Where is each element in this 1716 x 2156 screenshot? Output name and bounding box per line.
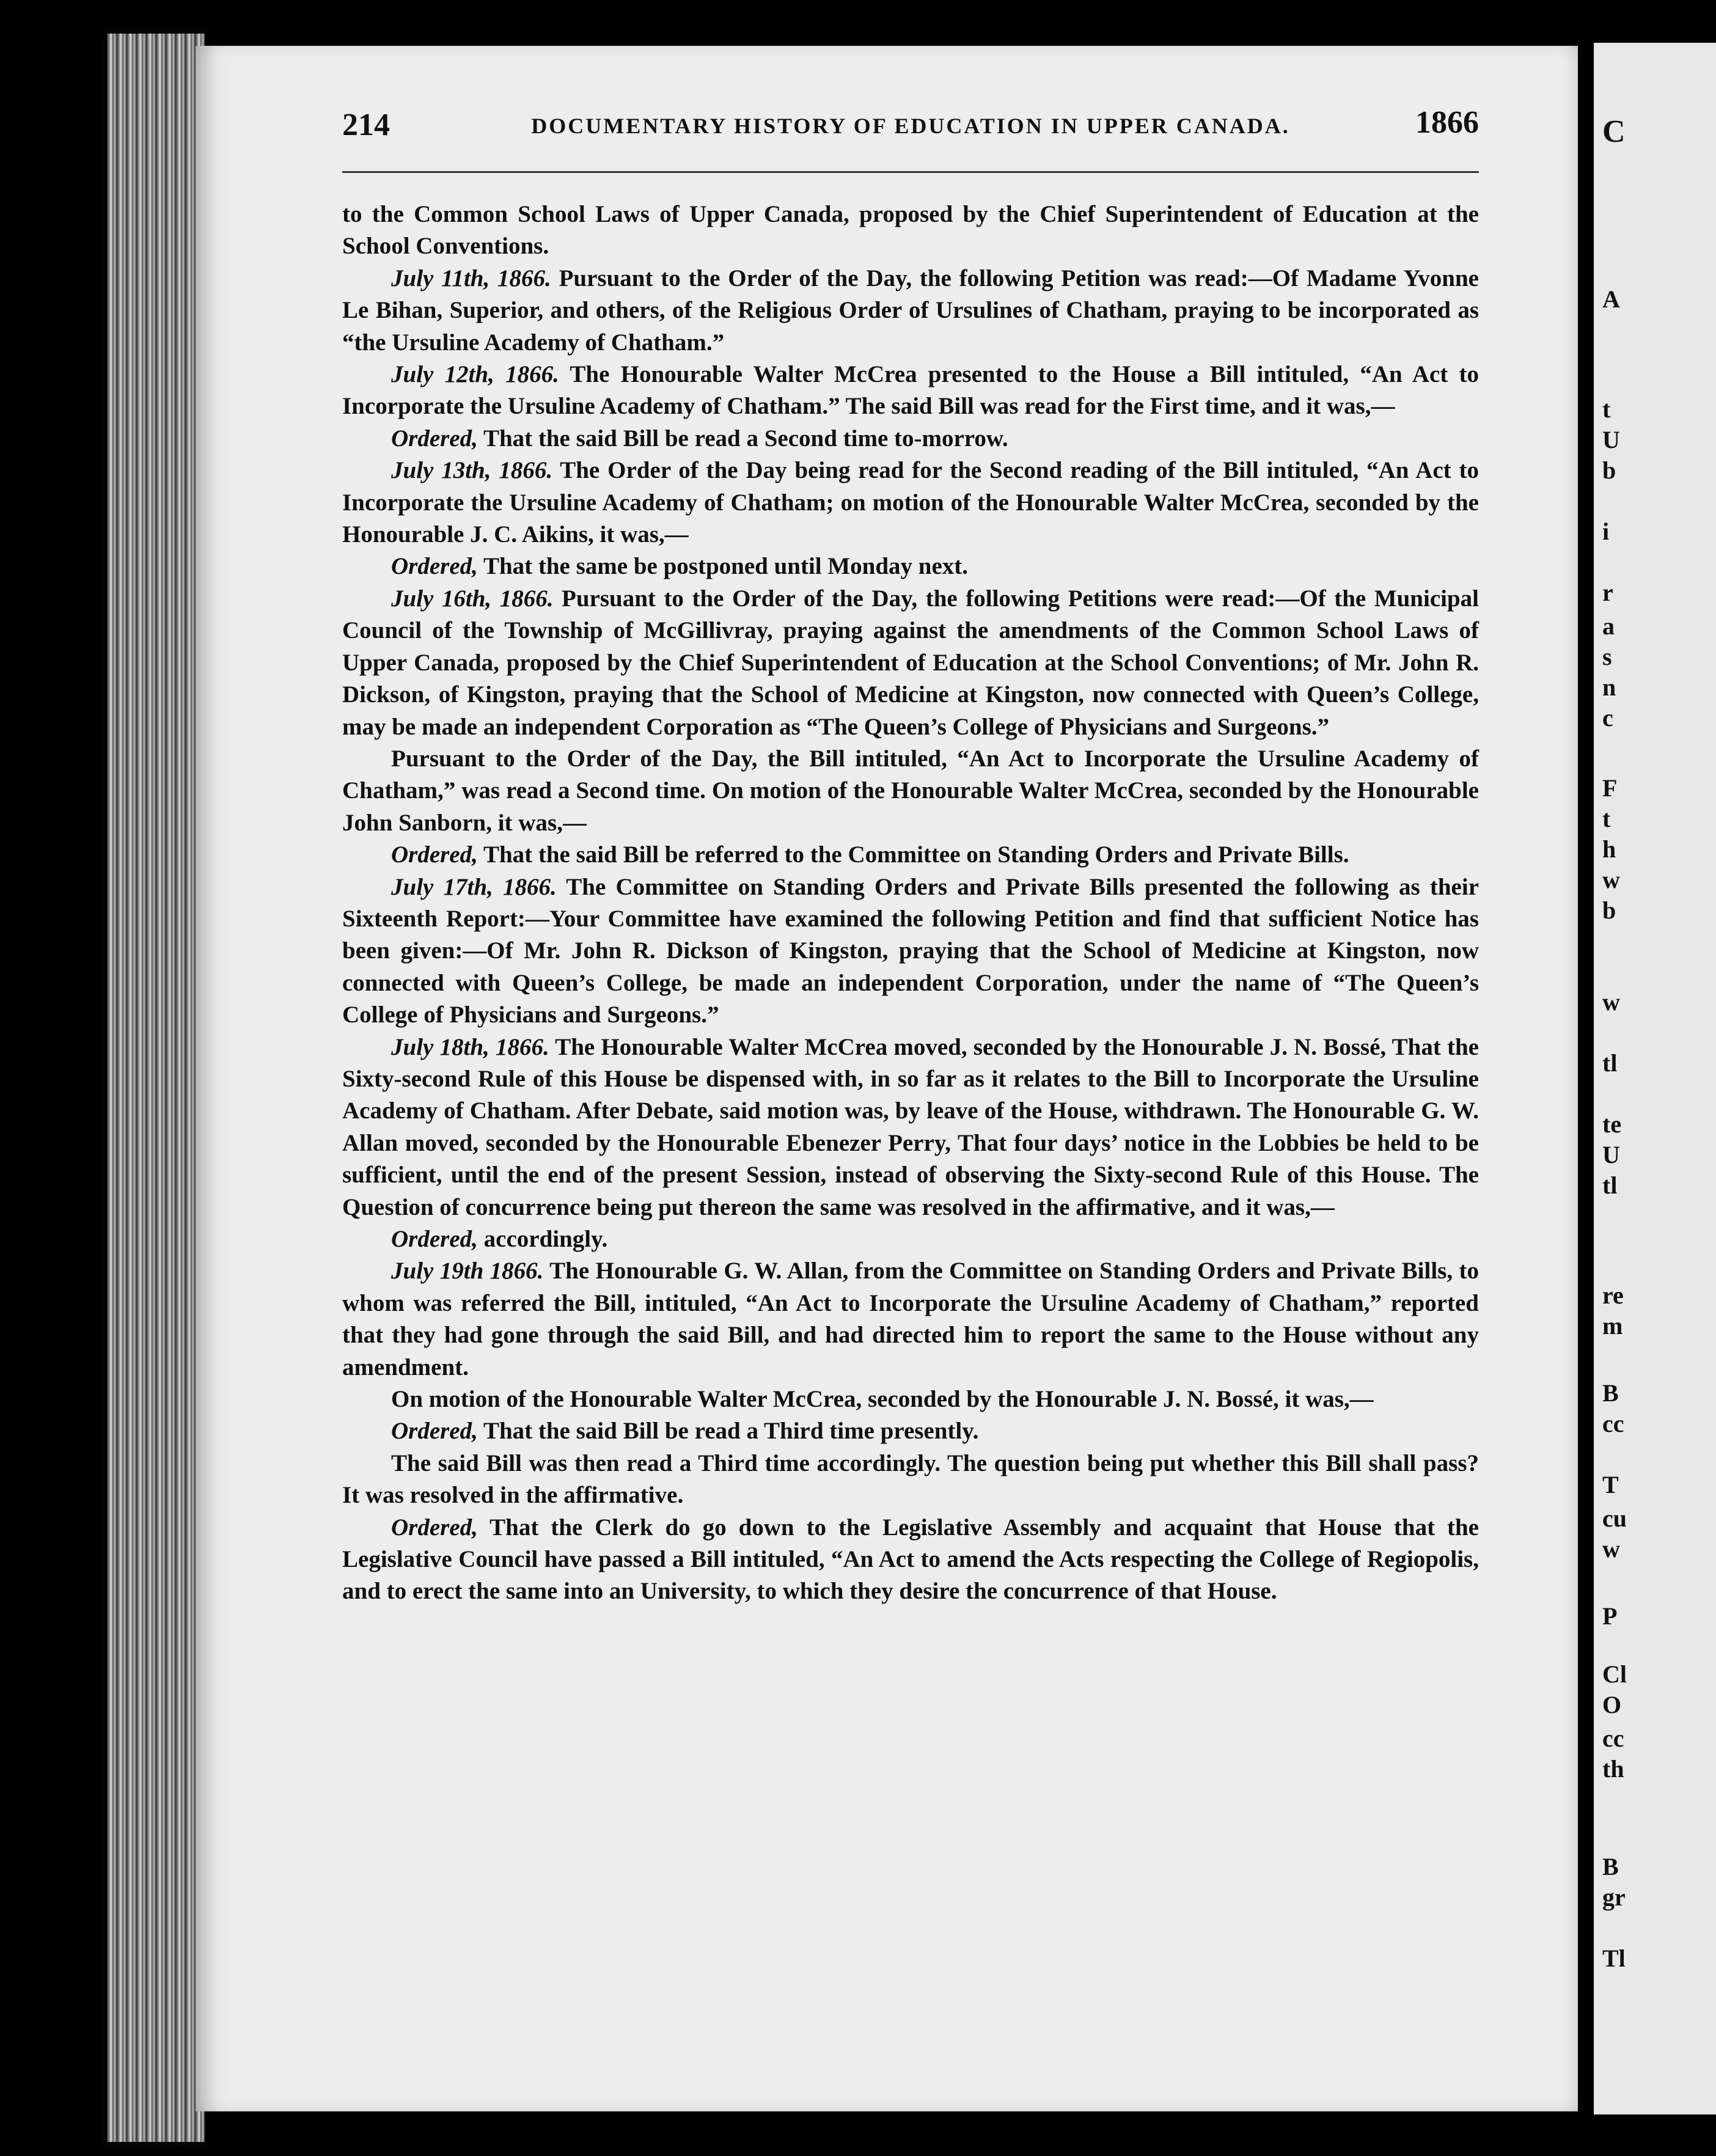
- paragraph-text: The Honourable Walter McCrea moved, seconded by the Honourable J. N. Bossé, That the Sixty-second Rule of this House be dispensed with, in so far as it relates to the Bill to Incorporate the Ursuline Academy of Chatham. After Debate, said motion was, by leave of the House, withdrawn. The Honourable G. W. Allan moved, seconded by the Honourable Ebenezer Perry, That four days’ notice in the Lobbies be held to be sufficient, until the end of the present Session, instead of observing the Sixty-second Rule of this House. The Question of concurrence being put thereon the same was resolved in the affirmative, and it was,—: [342, 1033, 1479, 1220]
- facing-page-fragment: F: [1602, 774, 1618, 802]
- paragraph-text: That the said Bill be read a Second time to-morrow.: [483, 425, 1008, 452]
- facing-page-fragment: i: [1602, 518, 1610, 545]
- facing-page-fragment: a: [1602, 612, 1615, 640]
- facing-page-fragment: cc: [1602, 1410, 1624, 1437]
- paragraph: [342, 199, 1479, 263]
- paragraph: [342, 1448, 1479, 1512]
- paragraph-text: The Honourable Walter McCrea presented to the House a Bill intituled, “An Act to Incorporate the Ursuline Academy of Chatham.” The said Bill was read for the First time, and it was,—: [342, 361, 1479, 420]
- facing-page-fragment: gr: [1602, 1883, 1626, 1911]
- facing-page-fragment: B: [1602, 1853, 1619, 1880]
- body-text: [342, 199, 1479, 1608]
- book-spine-edges: [107, 34, 205, 2142]
- paragraph-date: July 17th, 1866.: [391, 873, 557, 900]
- running-head-title: DOCUMENTARY HISTORY OF EDUCATION IN UPPER CANADA.: [531, 114, 1290, 138]
- paragraph: [342, 263, 1479, 359]
- paragraph-text: The Order of the Day being read for the Second reading of the Bill intituled, “An Act to Incorporate the Ursuline Academy of Chatham; on motion of the Honourable Walter McCrea, seconded by the Honourable J. C. Aikins, it was,—: [342, 457, 1479, 548]
- facing-page-edge: [1594, 43, 1716, 2114]
- paragraph-date: July 12th, 1866.: [391, 361, 559, 388]
- facing-page-fragment: b: [1602, 897, 1616, 924]
- page-number: 214: [342, 108, 390, 142]
- paragraph: [342, 551, 1479, 582]
- paragraph-text: That the said Bill be referred to the Committee on Standing Orders and Private Bills.: [483, 842, 1349, 868]
- paragraph-text: Pursuant to the Order of the Day, the following Petitions were read:—Of the Municipal Council of the Township of McGillivray, praying against the amendments of the Common School Laws of Upper Canada, proposed by the Chief Superintendent of Education at the School Conventions; of Mr. John R. Dickson, of Kingston, praying that the School of Medicine at Kingston, now connected with Queen’s College, may be made an independent Corporation as “The Queen’s College of Physicians and Surgeons.”: [342, 585, 1479, 740]
- facing-page-fragment: U: [1602, 1141, 1620, 1168]
- paragraph-text: That the same be postponed until Monday next.: [483, 553, 969, 580]
- paragraph-ordered: Ordered,: [391, 1514, 478, 1541]
- paragraph: [342, 1415, 1479, 1447]
- facing-page-fragment: w: [1602, 866, 1620, 893]
- facing-page-fragment: te: [1602, 1110, 1622, 1138]
- facing-page-fragment: cc: [1602, 1725, 1624, 1752]
- facing-page-fragment: n: [1602, 673, 1616, 701]
- paragraph-text: to the Common School Laws of Upper Canada, proposed by the Chief Superintendent of Education at the School Conventions.: [342, 201, 1479, 260]
- paragraph: [342, 871, 1479, 1032]
- paragraph: [342, 1032, 1479, 1223]
- paragraph-text: The said Bill was then read a Third time accordingly. The question being put whether this Bill shall pass? It was resolved in the affirmative.: [342, 1450, 1479, 1509]
- facing-page-fragment: th: [1602, 1755, 1624, 1783]
- paragraph: [342, 423, 1479, 455]
- facing-page-fragment: t: [1602, 805, 1611, 832]
- facing-page-fragment: Tl: [1602, 1945, 1626, 1972]
- facing-page-fragment: m: [1602, 1312, 1623, 1340]
- running-head: [342, 107, 1479, 156]
- running-head-year: 1866: [1415, 105, 1479, 140]
- facing-page-fragment: P: [1602, 1602, 1618, 1630]
- paragraph-text: That the Clerk do go down to the Legislative Assembly and acquaint that House that the Legislative Council have passed a Bill intituled, “An Act to amend the Acts respecting the College of Regiopolis, and to erect the same into an University, to which they desire the concurrence of that House.: [342, 1514, 1479, 1605]
- paragraph: [342, 1512, 1479, 1608]
- header-rule: [342, 171, 1479, 173]
- facing-page-fragment: w: [1602, 1535, 1620, 1563]
- facing-page-fragment: h: [1602, 835, 1616, 863]
- paragraph-ordered: Ordered,: [391, 425, 478, 452]
- facing-page-fragment: w: [1602, 988, 1620, 1016]
- facing-page-fragment: Cl: [1602, 1660, 1627, 1688]
- paragraph-date: July 19th 1866.: [391, 1258, 544, 1285]
- paragraph: [342, 455, 1479, 551]
- paragraph-text: The Committee on Standing Orders and Private Bills presented the following as their Sixteenth Report:—Your Committee have examined the following Petition and find that sufficient Notice has been given:—Of Mr. John R. Dickson of Kingston, praying that the School of Medicine at Kingston, now connected with Queen’s College, be made an independent Corporation, under the name of “The Queen’s College of Physicians and Surgeons.”: [342, 873, 1480, 1028]
- paragraph: [342, 583, 1479, 743]
- paragraph-ordered: Ordered,: [391, 1226, 478, 1252]
- paragraph-date: July 11th, 1866.: [391, 265, 551, 292]
- paragraph-text: On motion of the Honourable Walter McCrea, seconded by the Honourable J. N. Bossé, it was,—: [391, 1386, 1374, 1413]
- facing-page-fragment: O: [1602, 1691, 1622, 1718]
- facing-page-fragment: tl: [1602, 1049, 1618, 1077]
- facing-page-fragment: U: [1602, 426, 1620, 453]
- facing-page-fragment: b: [1602, 457, 1616, 484]
- paragraph-date: July 18th, 1866.: [391, 1033, 549, 1060]
- facing-page-fragment: r: [1602, 579, 1613, 606]
- paragraph: [342, 1384, 1479, 1415]
- facing-page-fragment: tl: [1602, 1172, 1618, 1199]
- paragraph-date: July 16th, 1866.: [391, 585, 554, 612]
- paragraph-text: accordingly.: [483, 1226, 608, 1252]
- facing-page-fragment: cu: [1602, 1505, 1627, 1532]
- facing-page-fragment: A: [1602, 285, 1620, 313]
- paragraph-text: Pursuant to the Order of the Day, the following Petition was read:—Of Madame Yvonne Le Bihan, Superior, and others, of the Religious Order of Ursulines of Chatham, praying to be incorporated as “the Ursuline Academy of Chatham.”: [342, 265, 1479, 356]
- paragraph: [342, 743, 1479, 839]
- paragraph: [342, 1223, 1479, 1255]
- facing-page-fragment: re: [1602, 1282, 1624, 1309]
- paragraph: [342, 839, 1479, 871]
- paragraph-ordered: Ordered,: [391, 553, 478, 580]
- facing-page-fragment: s: [1602, 643, 1612, 670]
- facing-page-fragment: C: [1602, 114, 1626, 149]
- paragraph-ordered: Ordered,: [391, 842, 478, 868]
- facing-page-fragment: T: [1602, 1471, 1619, 1498]
- paragraph-text: That the said Bill be read a Third time presently.: [483, 1418, 979, 1445]
- paragraph: [342, 359, 1479, 423]
- paragraph-ordered: Ordered,: [391, 1418, 478, 1445]
- paragraph-text: The Honourable G. W. Allan, from the Committee on Standing Orders and Private Bills, to whom was referred the Bill, intituled, “An Act to Incorporate the Ursuline Academy of Chatham,” reported that they had gone through the said Bill, and had directed him to report the same to the House without any amendment.: [342, 1258, 1479, 1380]
- book-page: [196, 46, 1578, 2111]
- facing-page-fragment: t: [1602, 395, 1611, 423]
- paragraph-date: July 13th, 1866.: [391, 457, 553, 484]
- paragraph: [342, 1255, 1479, 1384]
- paragraph-text: Pursuant to the Order of the Day, the Bill intituled, “An Act to Incorporate the Ursuline Academy of Chatham,” was read a Second time. On motion of the Honourable Walter McCrea, seconded by the Honourable John Sanborn, it was,—: [342, 745, 1479, 836]
- facing-page-fragment: B: [1602, 1379, 1619, 1407]
- facing-page-fragment: c: [1602, 704, 1613, 732]
